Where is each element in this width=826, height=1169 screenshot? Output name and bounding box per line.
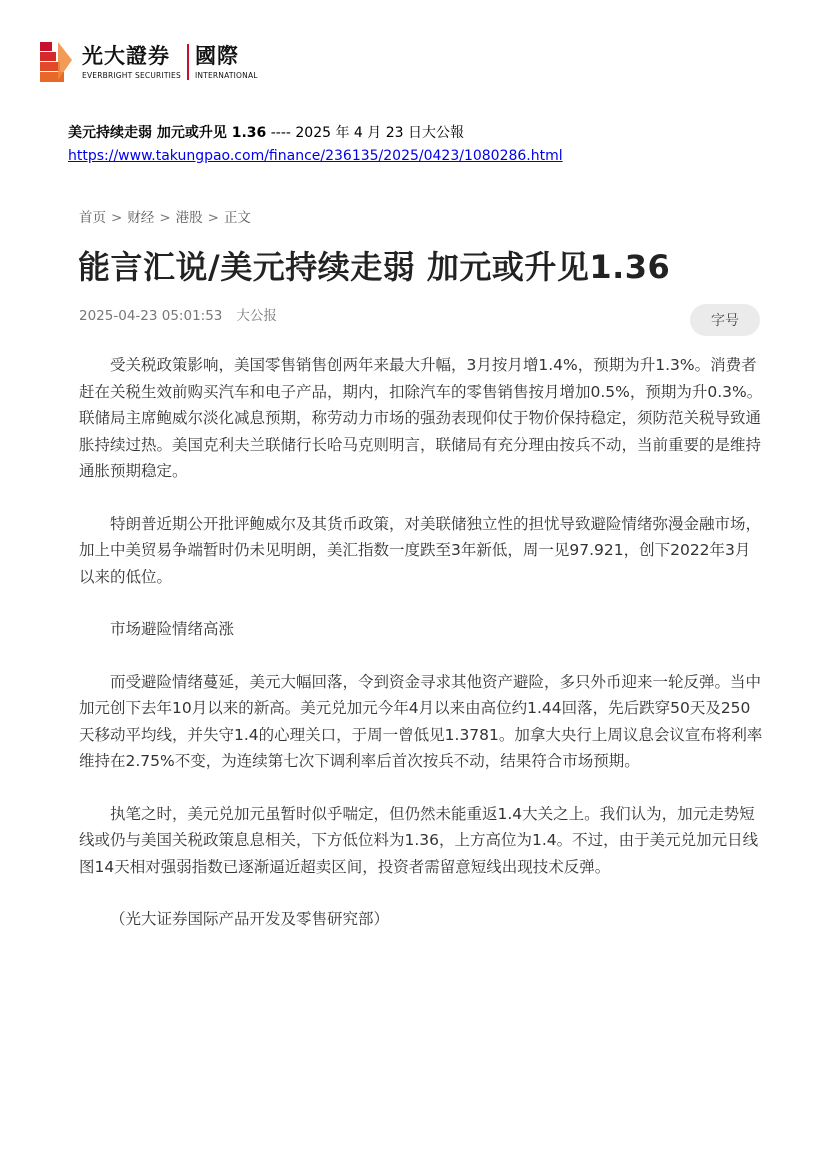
article-paragraph: 执笔之时，美元兑加元虽暂时似乎喘定，但仍然未能重返1.4大关之上。我们认为，加元走势短线或仍与美国关税政策息息相关，下方低位料为1.36，上方高位为1.4。不过，由于美元兑加元日线图14天相对强弱指数已逐渐逼近超卖区间，投资者需留意短线出现技术反弹。 — [79, 804, 759, 876]
article-date: 2025-04-23 05:01:53 — [79, 308, 223, 324]
source-title-bold: 美元持续走弱 加元或升见 1.36 — [68, 125, 267, 141]
logo-cn-name: 光大證券 — [82, 44, 170, 68]
logo-cn-intl: 國際 — [194, 44, 239, 68]
logo-en-name: EVERBRIGHT SECURITIES — [82, 71, 181, 80]
article-paragraph: 受关税政策影响，美国零售销售创两年来最大升幅，3月按月增1.4%，预期为升1.3%。消费者赶在关税生效前购买汽车和电子产品，期内，扣除汽车的零售销售按月增加0.5%，预期为升0.3%。联储局主席鲍威尔淡化减息预期，称劳动力市场的强劲表现仰仗于物价保持稳定，须防范关税导致通胀持续过热。美国克利夫兰联储行长哈马克则明言，联储局有充分理由按兵不动，当前重要的是维持通胀预期稳定。 — [79, 356, 763, 480]
breadcrumb-hk-stocks[interactable]: 港股 — [175, 210, 203, 226]
article-headline: 能言汇说/美元持续走弱 加元或升见1.36 — [78, 248, 671, 286]
breadcrumb-separator-icon: > — [207, 210, 219, 226]
article-paragraph: 特朗普近期公开批评鲍威尔及其货币政策，对美联储独立性的担忧导致避险情绪弥漫金融市场，加上中美贸易争端暂时仍未见明朗，美汇指数一度跌至3年新低，周一见97.921，创下2022年3月以来的低位。 — [79, 514, 762, 586]
article-author-note: （光大证券国际产品开发及零售研究部） — [110, 910, 390, 928]
breadcrumb-separator-icon: > — [159, 210, 171, 226]
article-paragraph: 而受避险情绪蔓延，美元大幅回落，令到资金寻求其他资产避险，多只外币迎来一轮反弹。当中加元创下去年10月以来的新高。美元兑加元今年4月以来由高位约1.44回落，先后跌穿50天及250天移动平均线，并失守1.4的心理关口，于周一曾低见1.3781。加拿大央行上周议息会议宣布将利率维持在2.75%不变，为连续第七次下调利率后首次按兵不动，结果符合市场预期。 — [79, 672, 763, 770]
article-meta — [79, 304, 277, 324]
source-title — [68, 122, 464, 142]
breadcrumb-finance[interactable]: 财经 — [127, 210, 155, 226]
article-publisher: 大公报 — [236, 308, 277, 324]
font-size-button[interactable]: 字号 — [690, 304, 760, 336]
source-title-date: ---- 2025 年 4 月 23 日大公報 — [266, 125, 465, 141]
article-subheading: 市场避险情绪高涨 — [110, 620, 235, 638]
logo-en-intl: INTERNATIONAL — [194, 71, 258, 80]
logo-divider — [187, 44, 189, 80]
article-body — [79, 352, 763, 933]
breadcrumb — [79, 206, 251, 226]
source-url-link[interactable]: https://www.takungpao.com/finance/236135/2025/0423/1080286.html — [68, 148, 563, 164]
breadcrumb-separator-icon: > — [111, 210, 123, 226]
company-logo — [38, 40, 258, 84]
breadcrumb-current: 正文 — [223, 210, 251, 226]
everbright-logo-icon — [38, 40, 74, 84]
breadcrumb-home[interactable]: 首页 — [79, 210, 106, 226]
